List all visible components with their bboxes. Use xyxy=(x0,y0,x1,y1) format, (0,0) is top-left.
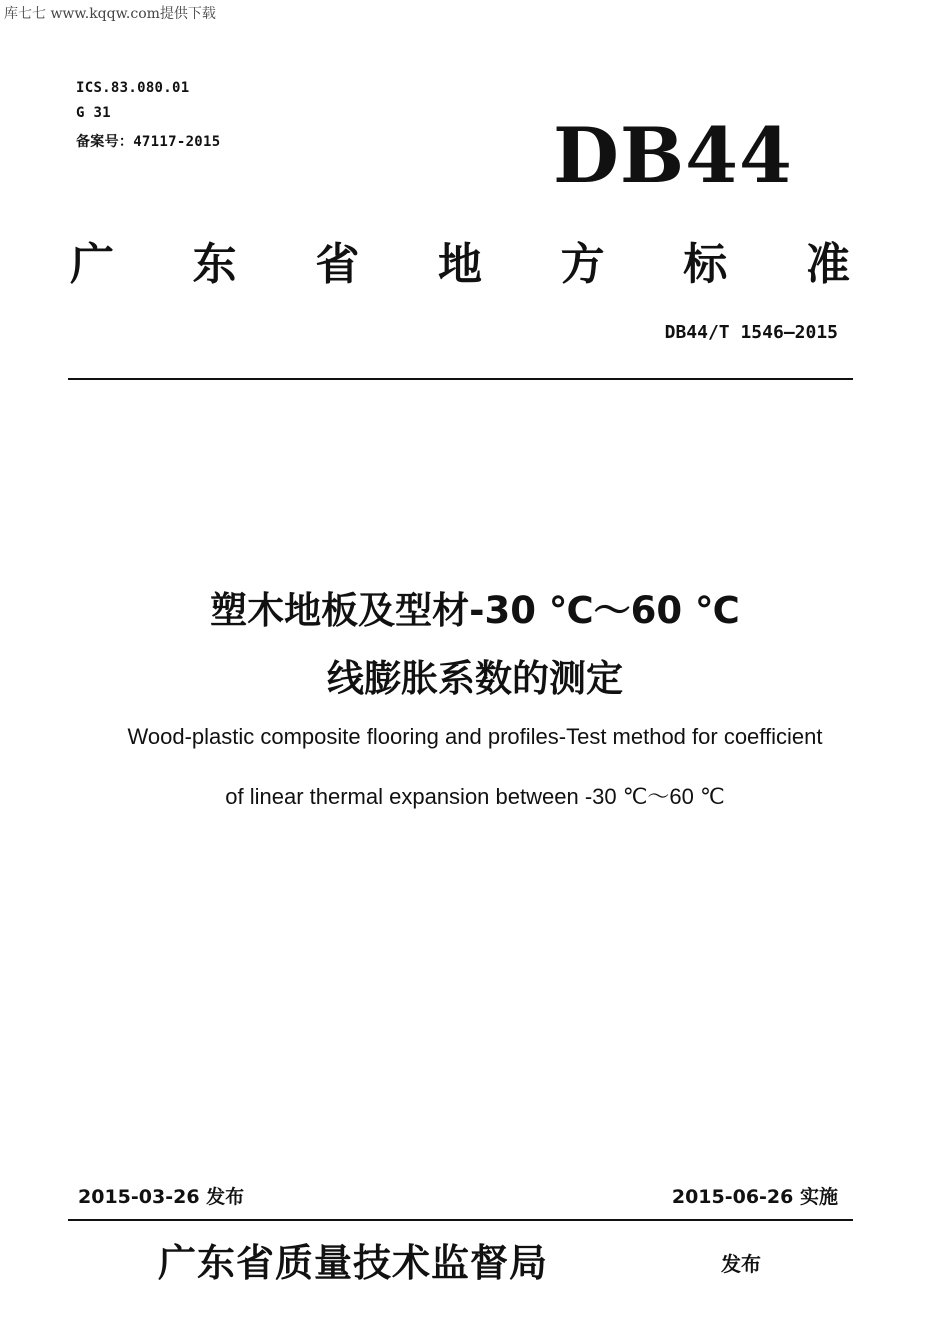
footer-divider xyxy=(68,1219,853,1221)
watermark-text: 库七七 www.kqqw.com提供下载 xyxy=(4,6,216,22)
ics-code: ICS.83.080.01 xyxy=(76,80,190,96)
banner-char: 地 xyxy=(437,239,482,290)
standard-code: DB44/T 1546—2015 xyxy=(664,322,838,343)
title-en-line1: Wood-plastic composite flooring and profiles-Test method for coefficient xyxy=(127,724,823,749)
implementation-date: 2015-06-26 实施 xyxy=(671,1186,838,1208)
title-cn-line2: 线膨胀系数的测定 xyxy=(327,657,623,700)
banner-char: 东 xyxy=(192,239,237,290)
standard-type-banner xyxy=(70,228,850,292)
banner-char: 方 xyxy=(560,239,605,290)
header-divider xyxy=(68,378,853,380)
banner-char: 准 xyxy=(805,239,850,290)
db44-logo: DB44 xyxy=(553,111,793,200)
title-en-line2: of linear thermal expansion between -30 ℃～60 ℃ xyxy=(225,784,725,809)
issuing-authority: 广东省质量技术监督局 xyxy=(158,1240,549,1285)
classification-code: G 31 xyxy=(76,105,111,121)
issue-date: 2015-03-26 发布 xyxy=(78,1186,245,1208)
banner-char: 广 xyxy=(70,239,114,290)
issue-label: 发布 xyxy=(721,1252,761,1276)
banner-char: 省 xyxy=(315,239,360,290)
banner-char: 标 xyxy=(683,239,728,290)
title-cn-line1: 塑木地板及型材-30 ℃～60 ℃ xyxy=(210,589,740,632)
record-number: 备案号：47117-2015 xyxy=(76,134,221,150)
